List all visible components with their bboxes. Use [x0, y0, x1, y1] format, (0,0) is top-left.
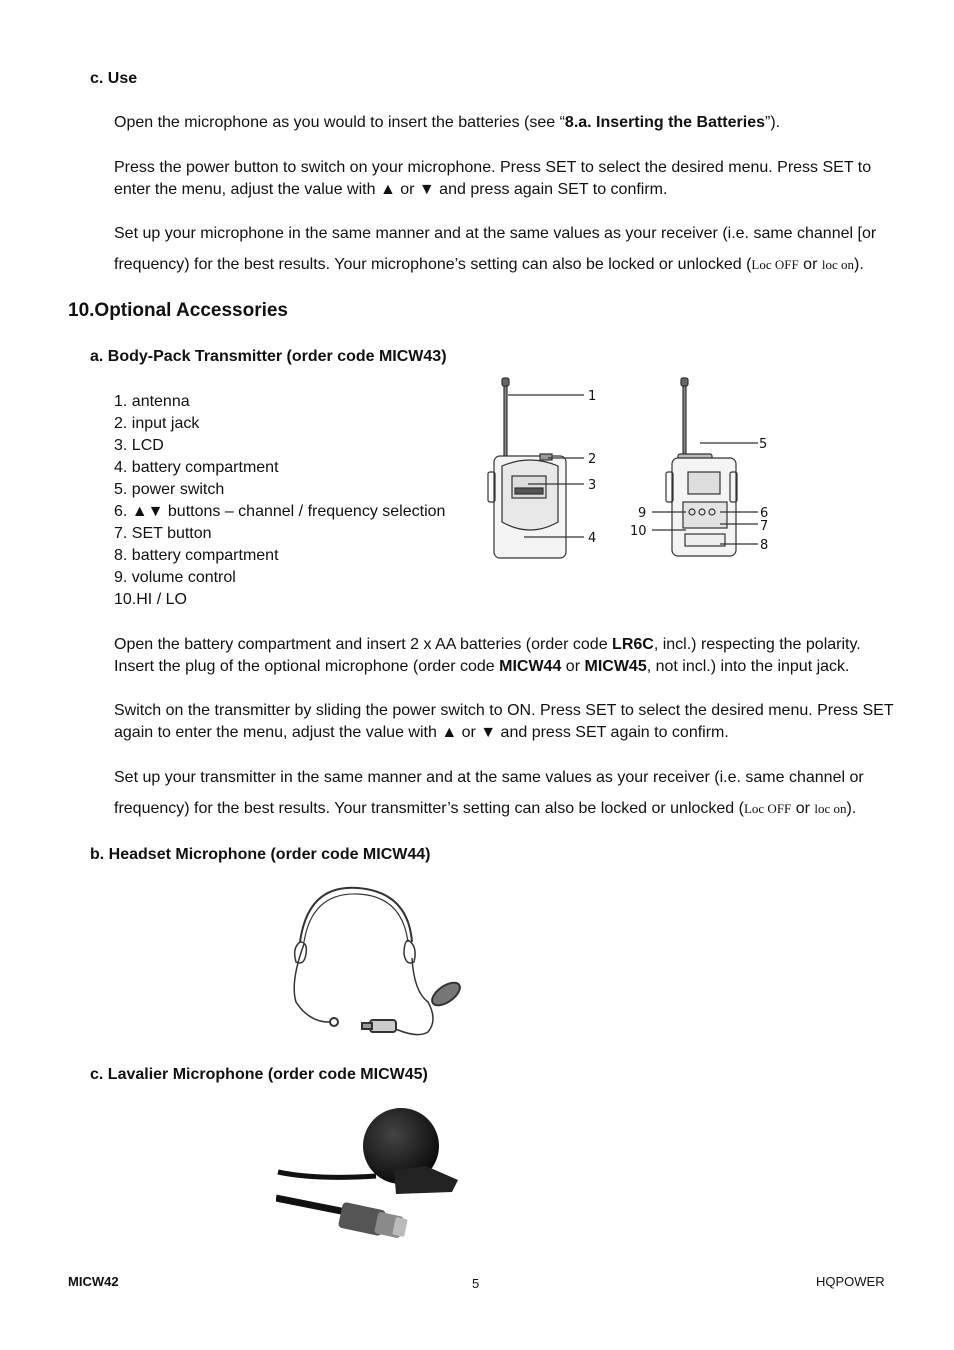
- bodypack-paragraph-3: [114, 767, 864, 820]
- text-span: ).: [853, 256, 864, 273]
- text-span: ).: [846, 800, 857, 817]
- text-span: ”).: [764, 114, 781, 131]
- antenna-back: [683, 382, 686, 462]
- text-line: enter the menu, adjust the value with ▲ or ▼ and press again SET to confirm.: [114, 181, 668, 198]
- list-item: 2. input jack: [114, 415, 200, 432]
- use-paragraph-1: [114, 112, 780, 134]
- text-line: Set up your transmitter in the same manner and at the same values as your receiver (i.e. same channel or: [114, 769, 864, 786]
- list-item: 9. volume control: [114, 569, 236, 586]
- text-line: [114, 254, 876, 276]
- bodypack-paragraph-2: [114, 700, 894, 744]
- callout-5: 5: [759, 437, 768, 452]
- text-line: [114, 656, 861, 678]
- text-span: frequency) for the best results. Your microphone’s setting can also be locked or unlocked (: [114, 256, 752, 273]
- list-item: 10.HI / LO: [114, 591, 187, 608]
- section-heading-use: c. Use: [90, 70, 138, 87]
- text-span: , not incl.) into the input jack.: [646, 658, 850, 675]
- section-heading-bodypack: a. Body-Pack Transmitter (order code MICW43): [90, 348, 447, 365]
- text-span: , incl.) respecting the polarity.: [653, 636, 861, 653]
- loc-off-display: Loc OFF: [743, 801, 792, 816]
- list-item: 4. battery compartment: [114, 459, 279, 476]
- loc-on-display: loc on: [821, 257, 854, 272]
- list-item: 6. ▲▼ buttons – channel / frequency selection: [114, 503, 446, 520]
- footer-brand: HQPOWER: [816, 1274, 885, 1289]
- loc-off-display: Loc OFF: [751, 257, 799, 272]
- text-span: or: [561, 658, 585, 675]
- bold-code: MICW44: [499, 658, 562, 675]
- callout-3: 3: [588, 478, 597, 493]
- loc-on-display: loc on: [814, 801, 847, 816]
- callout-1: 1: [588, 389, 597, 404]
- list-item: 7. SET button: [114, 525, 212, 542]
- callout-9: 9: [638, 506, 647, 521]
- lavalier-microphone-image: [276, 1102, 466, 1246]
- accessory-parts-list: [114, 391, 445, 611]
- callout-6: 6: [760, 506, 769, 521]
- tie-clip: [394, 1166, 458, 1194]
- text-line: Press the power button to switch on your microphone. Press SET to select the desired menu. Press SET to: [114, 159, 872, 176]
- text-span: Open the battery compartment and insert 2 x AA batteries (order code: [114, 636, 613, 653]
- section-heading-optional-accessories: 10.Optional Accessories: [68, 300, 289, 321]
- antenna-front: [504, 382, 507, 460]
- text-line: [114, 634, 861, 656]
- text-span: or: [798, 256, 822, 273]
- text-span: frequency) for the best results. Your transmitter’s setting can also be locked or unlocked (: [114, 800, 744, 817]
- list-item: 5. power switch: [114, 481, 225, 498]
- text-span: Open the microphone as you would to insert the batteries (see “: [114, 114, 565, 131]
- list-item: 3. LCD: [114, 437, 164, 454]
- text-span: Insert the plug of the optional microphone (order code: [114, 658, 500, 675]
- use-paragraph-2: [114, 157, 871, 201]
- bold-reference: 8.a. Inserting the Batteries: [564, 114, 765, 131]
- text-line: again to enter the menu, adjust the value with ▲ or ▼ and press SET again to confirm.: [114, 724, 729, 741]
- callout-2: 2: [588, 452, 597, 467]
- list-item: 8. battery compartment: [114, 547, 279, 564]
- footer-page-number: 5: [472, 1276, 480, 1291]
- bold-code: MICW45: [584, 658, 647, 675]
- text-span: or: [791, 800, 815, 817]
- section-heading-headset: b. Headset Microphone (order code MICW44): [90, 846, 431, 863]
- callout-7: 7: [760, 519, 769, 534]
- text-line: Set up your microphone in the same manner and at the same values as your receiver (i.e. same channel [or: [114, 225, 877, 242]
- use-paragraph-3: [114, 223, 876, 276]
- callout-8: 8: [760, 538, 769, 553]
- transmitter-diagram: [480, 372, 790, 572]
- headset-microphone-image: [278, 882, 468, 1042]
- list-item: 1. antenna: [114, 393, 190, 410]
- text-line: Switch on the transmitter by sliding the power switch to ON. Press SET to select the desired menu. Press SET: [114, 702, 894, 719]
- bold-code: LR6C: [612, 636, 654, 653]
- text-line: [114, 798, 864, 820]
- callout-10: 10: [630, 524, 647, 539]
- lcd-front: [512, 476, 546, 498]
- callout-4: 4: [588, 531, 597, 546]
- section-heading-lavalier: c. Lavalier Microphone (order code MICW45): [90, 1066, 428, 1083]
- bodypack-paragraph-1: [114, 634, 861, 678]
- footer-model: MICW42: [68, 1274, 119, 1289]
